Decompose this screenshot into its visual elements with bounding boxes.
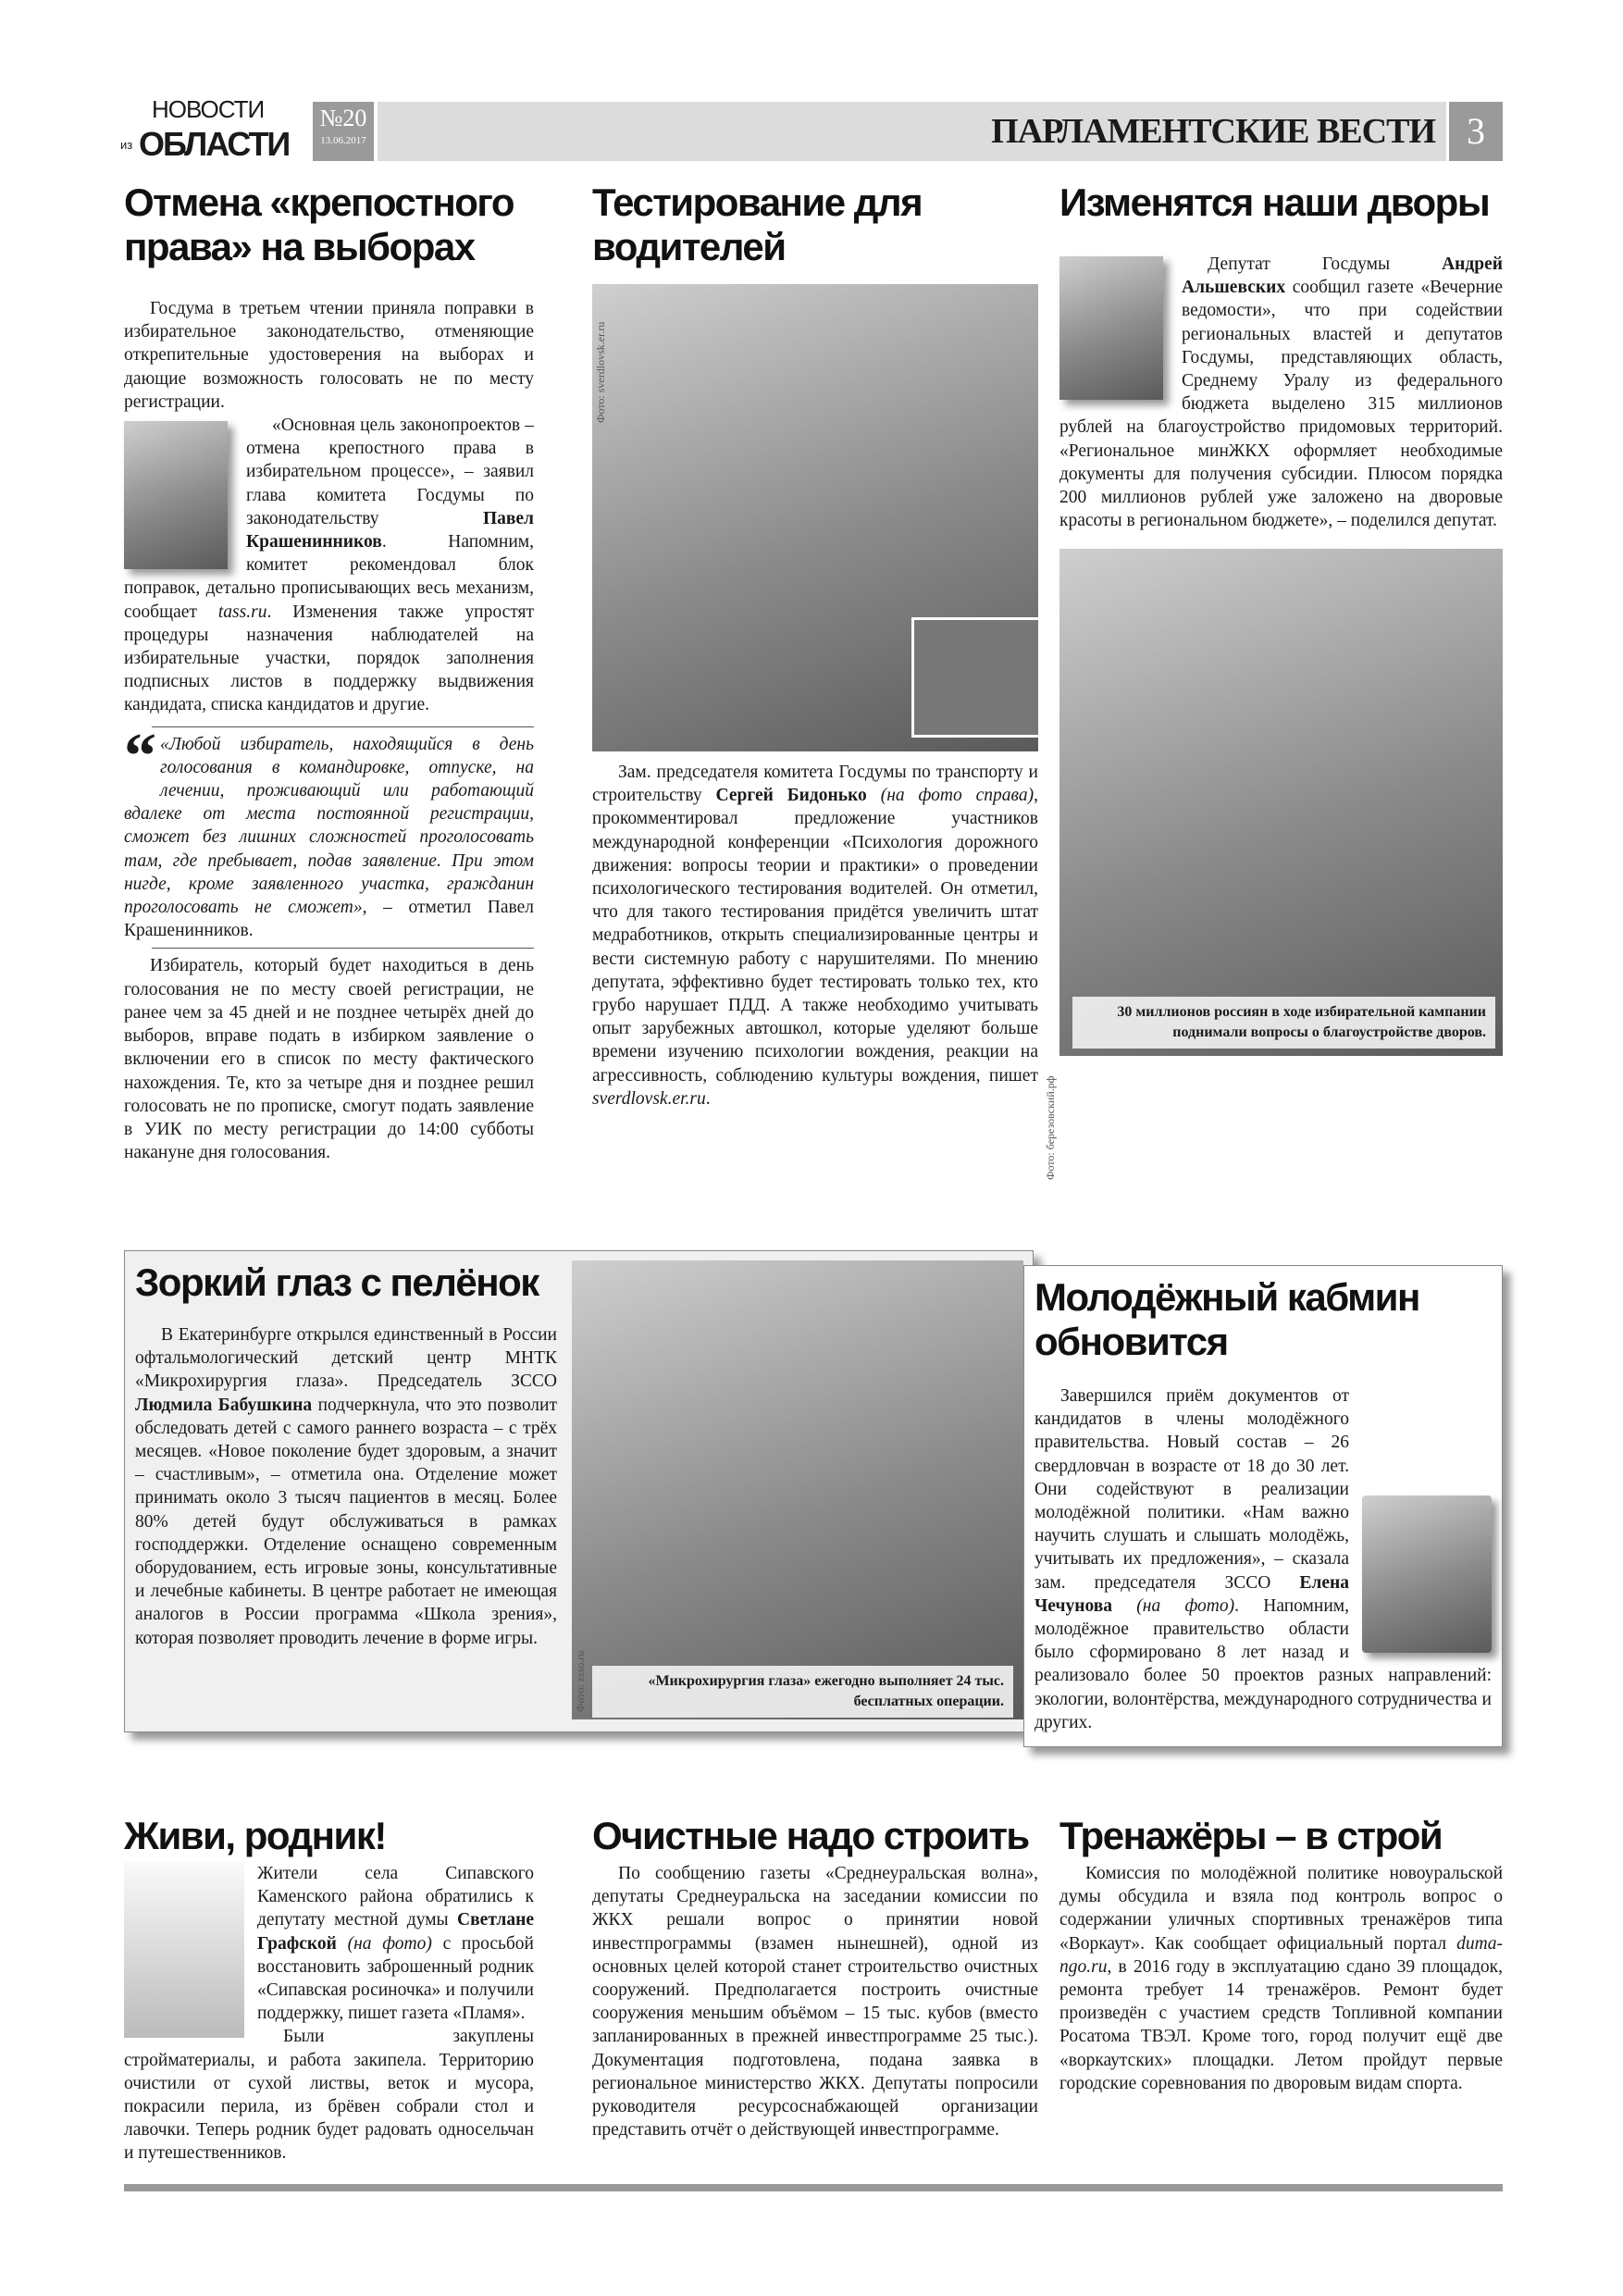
pull-quote: «Любой избиратель, находящийся в день голосования в командировке, отпуске, на лечении, проживающий или работающий вдалеке от места постоянной регистрации, сможет без лишних сложностей проголосовать там, где пребывает, подав заявление. При этом нигде, кроме заявленного участка, гражданин проголосовать не сможет», – отметил Павел Крашенинников.: [124, 734, 534, 941]
photo-credit: Фото: sverdlovsk.er.ru: [594, 321, 607, 423]
paragraph: Были закуплены стройматериалы, и работа закипела. Территорию очистили от сухой листвы, веток и мусора, покрасили перила, из брёвен собрали стол и лавочки. Теперь родник будет радовать односельчан и путешественников.: [124, 2027, 534, 2164]
eye-center-photo: [572, 1260, 1023, 1719]
column-a8: [1059, 1814, 1503, 2095]
photo-caption: «Микрохирургия глаза» ежегодно выполняет 24 тыс. бесплатных операции.: [592, 1666, 1013, 1718]
headline-a5: Молодёжный кабмин обновится: [1035, 1275, 1419, 1363]
paragraph: «Основная цель законопроектов – отмена крепостного права в избирательном процессе», – заявил глава комитета Госдумы по законодательству Павел Крашенинников. Напомним, комитет рекомендовал блок поправок, детально прописывающих весь механизм, сообщает tass.ru. Изменения также упростят процедуры назначения наблюдателей на избирательные участки, порядок заполнения подписных листов в поддержку выдвижения кандидата, списка кандидатов и другие.: [124, 416, 534, 715]
paragraph: Комиссия по молодёжной политике новоуральской думы обсудила и взяла под контроль вопрос о содержании уличных спортивных тренажёров типа «Воркаут». Как сообщает официальный портал duma-ngo.ru, в 2016 году в эксплуатацию сдано 39 площадок, ремонта требует 14 тренажёров. Ремонт будет произведён с участием средств Топливной компании Росатома ТВЭЛ. Кроме того, город получит ещё две «воркаутских» площадки. Летом пройдут первые городские соревнования по дворовым видам спорта.: [1059, 1864, 1503, 2093]
photo-caption: 30 миллионов россиян в ходе избирательной кампании поднимали вопросы о благоустройстве дворов.: [1072, 997, 1495, 1049]
headline-a1: Отмена «крепостного права» на выборах: [124, 180, 514, 268]
article-a7: [592, 1862, 1038, 2141]
paragraph: Завершился приём документов от кандидатов в члены молодёжного правительства. Новый состав – 26 свердловчан в возрасте от 18 до 30 лет. Они содействуют в реализации молодёжной политики. «Нам важно научить слушать и слышать молодёжь, учитывать их предложения», – сказала зам. председателя ЗССО Елена Чечунова (на фото). Напомним, молодёжное правительство области было сформировано 8 лет назад и реализовало более 50 проектов разных направлений: экологии, волонтёрства, международного сотрудничества и других.: [1035, 1386, 1492, 1732]
paragraph: В Екатеринбурге открылся единственный в России офтальмологический детский центр МНТК «Микрохирургия глаза». Председатель ЗССО Людмила Бабушкина подчеркнула, что это позволит обследовать детей с самого раннего возраста – с трёх месяцев. «Новое поколение будет здоровым, а значит – счастливым», – отметила она. Отделение может принимать около 3 тысяч пациентов в месяц. Более 80% детей будут обслуживаться в рамках господдержки. Отделение оснащено современным оборудованием, есть игровые зоны, консультативные и лечебные кабинеты. В центре работает не имеющая аналогов в России программа «Школа зрения», которая позволяет проводить лечение в форме игры.: [135, 1325, 557, 1648]
column-a7: [592, 1814, 1038, 2141]
paragraph: Госдума в третьем чтении приняла поправки в избирательное законодательство, отменяющие открепительные удостоверения на выборах и дающие возможность голосовать не по месту регистрации.: [124, 299, 534, 412]
paragraph: Зам. председателя комитета Госдумы по транспорту и строительству Сергей Бидонько (на фото справа), прокомментировал предложение участников международной конференции «Психология дорожного движения: вопросы теории и практики» о проведении психологического тестирования водителей. Он отметил, что для такого тестирования придётся увеличить штат медработников, открыть специализированные центры и вести системную работу с нарушителями. По мнению депутата, эффективно будет тестировать только тех, кто грубо нарушает ПДД. А также необходимо учитывать опыт зарубежных автошкол, которые уделяют больше времени изучению психологии вождения, реакции на агрессивность, соблюдению культуры вождения, пишет sverdlovsk.er.ru.: [592, 763, 1038, 1109]
masthead-logo: [120, 96, 311, 165]
logo-small: из: [120, 138, 133, 152]
paragraph: Жители села Сипавского Каменского района обратились к депутату местной думы Светлане Графской (на фото) с просьбой восстановить заброшенный родник «Сипавская росиночка» и получили поддержку, пишет газета «Пламя».: [257, 1864, 534, 2024]
steering-wheel-inset-photo: [911, 617, 1041, 738]
article-a6: [124, 1862, 534, 2166]
quote-icon: “: [124, 720, 156, 792]
issue-date: 13.06.2017: [320, 135, 366, 146]
photo-credit: Фото: березовский.рф: [1044, 1075, 1057, 1180]
column-a6: [124, 1814, 534, 2166]
headline-a3: Изменятся наши дворы: [1059, 180, 1490, 224]
section-title: ПАРЛАМЕНТСКИЕ ВЕСТИ: [991, 112, 1435, 151]
portrait-photo: [124, 421, 228, 569]
article-a5: [1035, 1384, 1492, 1734]
column-a5: [1035, 1275, 1492, 1734]
headline-a6: Живи, родник!: [124, 1814, 386, 1857]
page-number: 3: [1449, 102, 1503, 161]
portrait-photo: [1059, 256, 1163, 400]
headline-a4: Зоркий глаз с пелёнок: [135, 1260, 539, 1304]
paragraph: Депутат Госдумы Андрей Альшевских сообщил газете «Вечерние ведомости», что при содействии региональных властей и депутатов Госдумы, представляющих область, Среднему Уралу из федерального бюджета выделено 315 миллионов рублей на благоустройство придомовых территорий. «Региональное минЖКХ оформляет необходимые документы для получения субсидии. Плюсом порядка 200 миллионов рублей уже заложено на дворовые красоты в региональном бюджете», – поделился депутат.: [1059, 254, 1503, 531]
column-a1: [124, 180, 534, 1164]
portrait-photo: [124, 1862, 244, 2038]
column-a3: [1059, 180, 1503, 1056]
paragraph: Избиратель, который будет находиться в день голосования не по месту своей регистрации, не ранее чем за 45 дней и не позднее четырёх дней до выборов, вправе подать в избирком заявление о включении его в список по месту фактического нахождения. Те, кто за четыре дня и позднее решил голосовать не по прописке, смогут подать заявление в УИК по месту регистрации до 14:00 субботы накануне дня голосования.: [124, 956, 534, 1163]
headline-a2: Тестирование для водителей: [592, 180, 923, 268]
issue-block: [313, 102, 374, 161]
section-bar: [378, 102, 1446, 161]
portrait-photo: [1362, 1496, 1492, 1653]
paragraph: По сообщению газеты «Среднеуральская волна», депутаты Среднеуральска на заседании комиссии по ЖКХ решали вопрос о принятии новой инвестпрограммы (взамен нынешней), одной из основных целей которой станет строительство очистных сооружений. Предполагается построить очистные сооружения меньшим объёмом – 15 тыс. кубов (вместо запланированных в прежней инвестпрограмме 25 тыс.). Документация подготовлена, подана заявка в региональное министерство ЖКХ. Депутаты попросили руководителя ресурсоснабжающей организации представить отчёт о действующей инвестпрограмме.: [592, 1864, 1038, 2141]
article-a2: [592, 761, 1038, 1111]
article-a1: [124, 297, 534, 1164]
article-a3: [1059, 253, 1503, 532]
photo-credit: Фото: zsso.ru: [574, 1650, 587, 1712]
article-a4: [135, 1323, 557, 1650]
column-a4: [135, 1260, 557, 1650]
issue-number: №20: [319, 105, 367, 131]
bottom-rule: [124, 2184, 1503, 2191]
headline-a8: Тренажёры – в строй: [1059, 1814, 1443, 1857]
playground-photo: [1059, 549, 1503, 1056]
logo-bottom: ОБЛАСТИ: [139, 125, 290, 163]
logo-top: НОВОСТИ: [152, 96, 265, 123]
article-a8: [1059, 1862, 1503, 2095]
column-a2: [592, 180, 1038, 1111]
headline-a7: Очистные надо строить: [592, 1814, 1029, 1857]
